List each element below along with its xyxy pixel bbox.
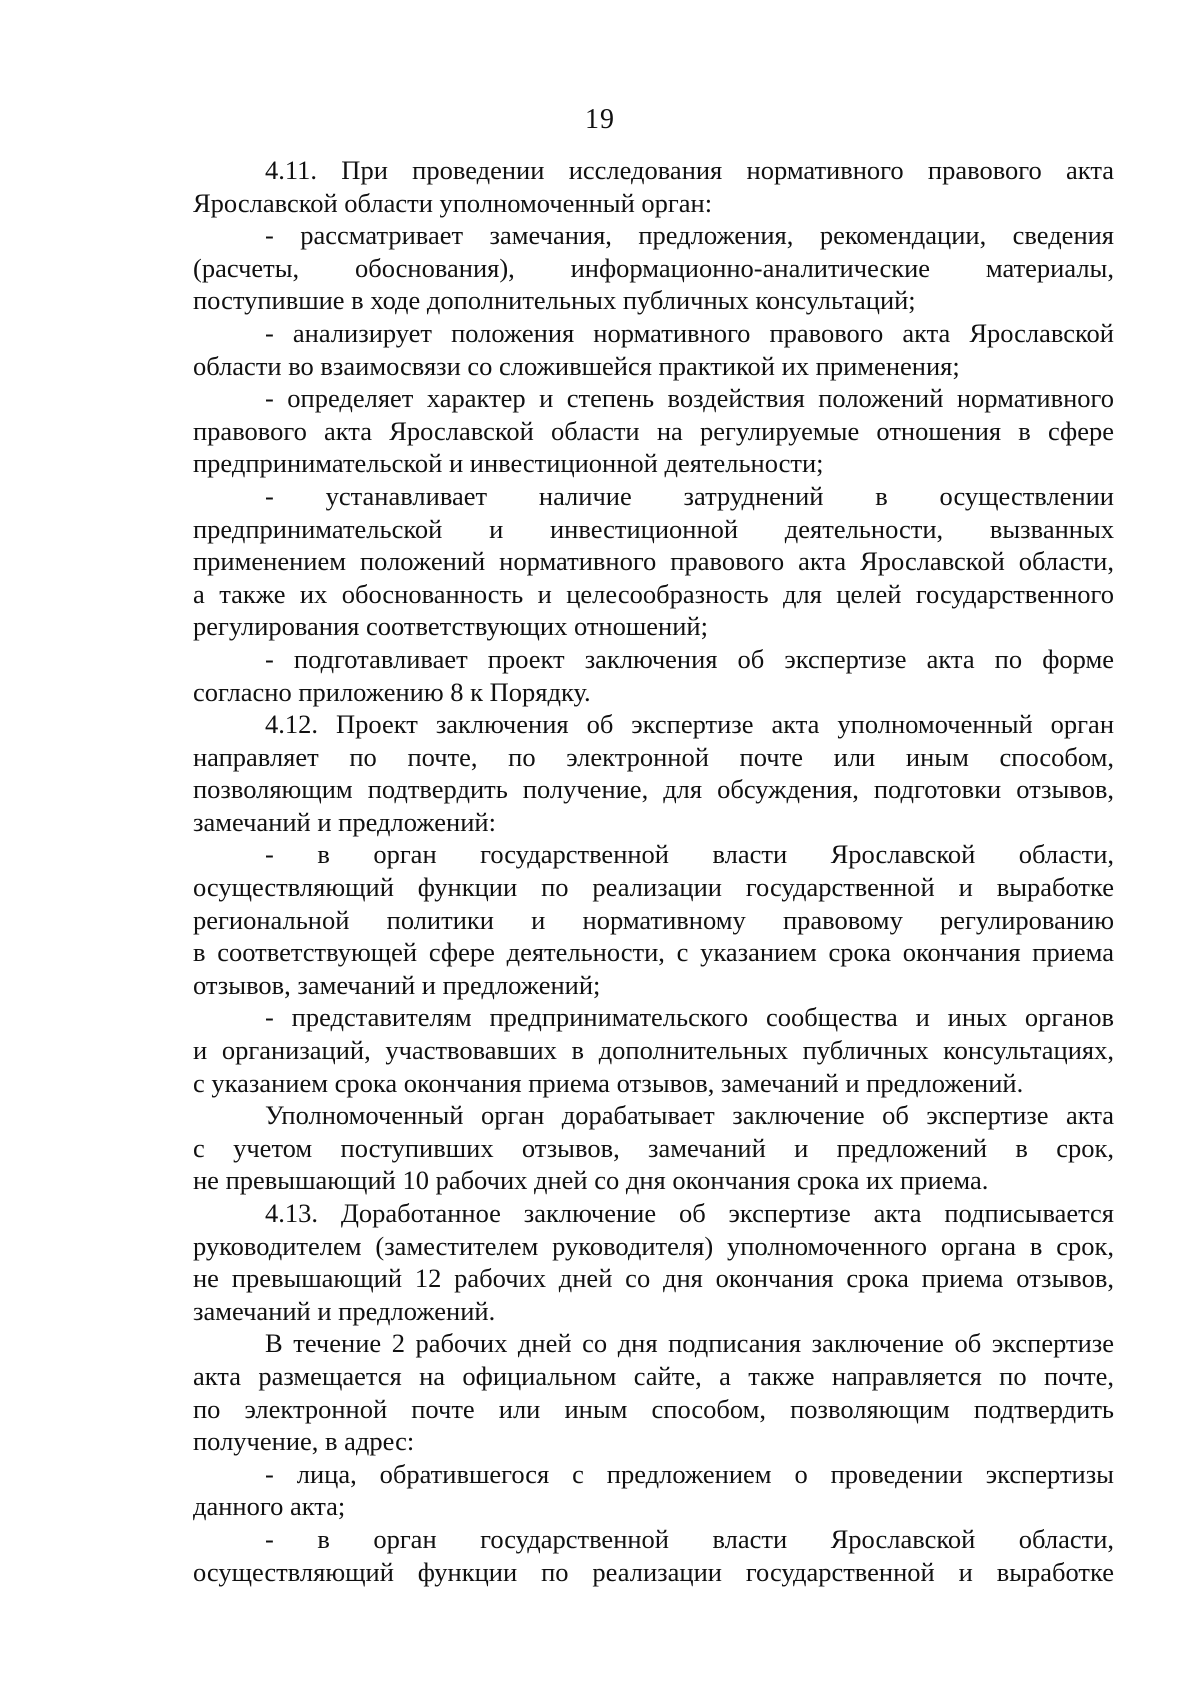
text-line: с указанием срока окончания приема отзывов, замечаний и предложений.	[193, 1067, 1024, 1098]
text-line: - устанавливает наличие затруднений в осуществлении	[265, 480, 1114, 511]
text-line: не превышающий 10 рабочих дней со дня окончания срока их приема.	[193, 1165, 989, 1196]
text-line: - представителям предпринимательского сообщества и иных органов	[265, 1002, 1114, 1033]
text-line: осуществляющий функции по реализации государственной и выработке	[193, 872, 1114, 903]
text-line: по электронной почте или иным способом, позволяющим подтвердить	[193, 1393, 1114, 1424]
text-line: поступившие в ходе дополнительных публичных консультаций;	[193, 285, 916, 316]
text-line: 4.11. При проведении исследования нормативного правового акта	[265, 155, 1114, 185]
text-line: правового акта Ярославской области на регулируемые отношения в сфере	[193, 415, 1114, 446]
text-line: а также их обоснованность и целесообразность для целей государственного	[193, 578, 1114, 609]
text-line: и организаций, участвовавших в дополнительных публичных консультациях,	[193, 1035, 1114, 1066]
text-line: 4.13. Доработанное заключение об экспертизе акта подписывается	[265, 1198, 1114, 1228]
text-line: не превышающий 12 рабочих дней со дня окончания срока приема отзывов,	[193, 1263, 1114, 1294]
document-body	[193, 154, 1114, 1588]
text-line: (расчеты, обоснования), информационно-аналитические материалы,	[193, 252, 1114, 283]
text-line: предпринимательской и инвестиционной деятельности;	[193, 448, 824, 479]
text-line: - рассматривает замечания, предложения, рекомендации, сведения	[265, 220, 1114, 251]
text-line: регулирования соответствующих отношений;	[193, 611, 708, 642]
text-line: с учетом поступивших отзывов, замечаний и предложений в срок,	[193, 1132, 1114, 1163]
text-line: согласно приложению 8 к Порядку.	[193, 676, 591, 707]
text-line: - лица, обратившегося с предложением о проведении экспертизы	[265, 1458, 1114, 1489]
text-line: предпринимательской и инвестиционной деятельности, вызванных	[193, 513, 1114, 544]
page-number: 19	[585, 104, 615, 135]
text-line: получение, в адрес:	[193, 1426, 415, 1457]
text-line: - в орган государственной власти Ярославской области,	[265, 839, 1114, 870]
text-line: области во взаимосвязи со сложившейся практикой их применения;	[193, 350, 960, 381]
text-line: - определяет характер и степень воздействия положений нормативного	[265, 383, 1114, 414]
text-line: Ярославской области уполномоченный орган:	[193, 187, 713, 218]
text-line: - подготавливает проект заключения об экспертизе акта по форме	[265, 643, 1114, 674]
text-line: данного акта;	[193, 1491, 346, 1522]
text-line: отзывов, замечаний и предложений;	[193, 969, 601, 1000]
text-line: акта размещается на официальном сайте, а также направляется по почте,	[193, 1360, 1114, 1391]
text-line: замечаний и предложений.	[193, 1295, 496, 1326]
text-line: применением положений нормативного правового акта Ярославской области,	[193, 546, 1114, 577]
text-line: 4.12. Проект заключения об экспертизе акта уполномоченный орган	[265, 709, 1114, 740]
text-line: направляет по почте, по электронной почте или иным способом,	[193, 741, 1114, 772]
text-line: замечаний и предложений:	[193, 806, 496, 837]
text-line: - в орган государственной власти Ярославской области,	[265, 1523, 1114, 1554]
text-line: в соответствующей сфере деятельности, с указанием срока окончания приема	[193, 937, 1114, 968]
text-line: В течение 2 рабочих дней со дня подписания заключение об экспертизе	[265, 1328, 1114, 1359]
text-line: Уполномоченный орган дорабатывает заключение об экспертизе акта	[265, 1100, 1114, 1131]
text-line: региональной политики и нормативному правовому регулированию	[193, 904, 1114, 935]
text-line: руководителем (заместителем руководителя) уполномоченного органа в срок,	[193, 1230, 1114, 1261]
text-line: - анализирует положения нормативного правового акта Ярославской	[265, 317, 1114, 348]
text-line: осуществляющий функции по реализации государственной и выработке	[193, 1556, 1114, 1587]
text-line: позволяющим подтвердить получение, для обсуждения, подготовки отзывов,	[193, 774, 1114, 805]
